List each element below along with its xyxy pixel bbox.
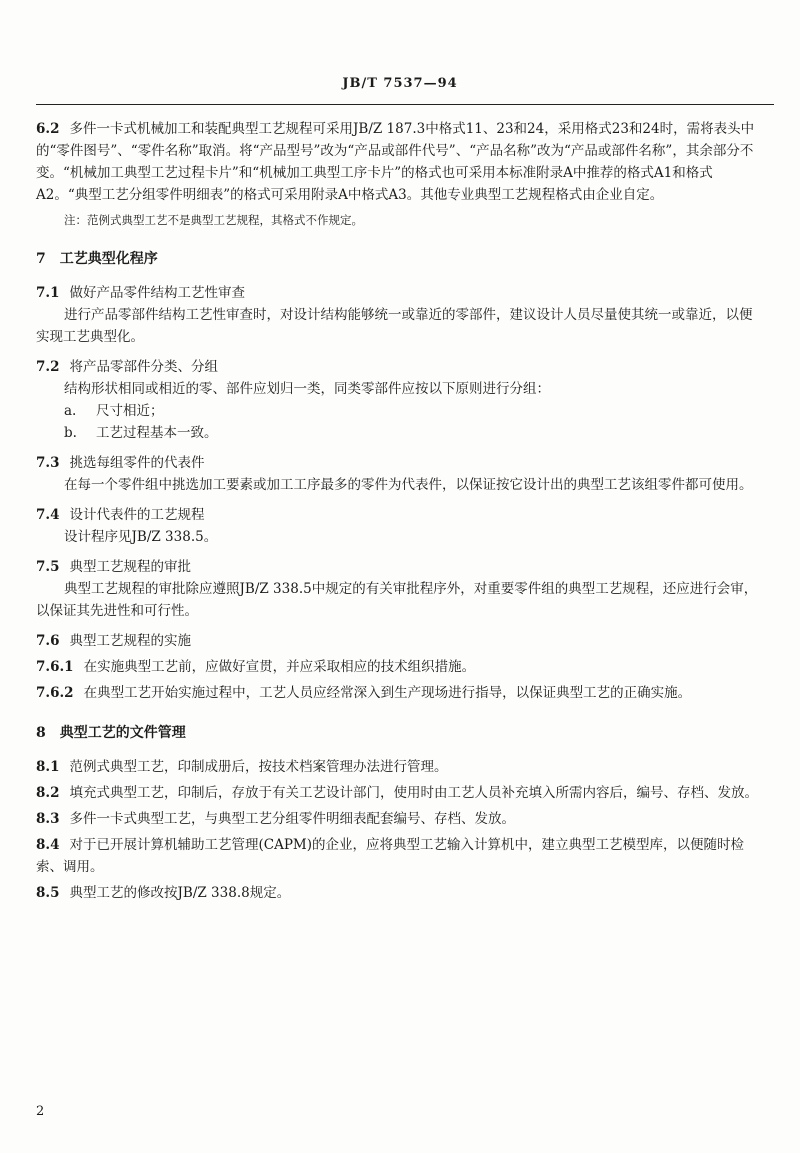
clause-text: 范例式典型工艺，印制成册后，按技术档案管理办法进行管理。	[69, 759, 448, 775]
clause-number: 8.5	[36, 885, 60, 901]
clause-7-4-heading	[36, 504, 760, 526]
list-text: 工艺过程基本一致。	[96, 425, 218, 441]
clause-7-2-body: 结构形状相同或相近的零、部件应划归一类，同类零部件应按以下原则进行分组：	[64, 381, 550, 397]
list-item-b	[36, 422, 760, 444]
clause-title: 设计代表件的工艺规程	[69, 507, 205, 523]
clause-text: 多件一卡式典型工艺，与典型工艺分组零件明细表配套编号、存档、发放。	[69, 811, 515, 827]
list-text: 尺寸相近；	[96, 403, 164, 419]
clause-7-6-heading	[36, 630, 760, 652]
clause-7-5-heading	[36, 556, 760, 578]
clause-7-4-body: 设计程序见JB/Z 338.5。	[64, 529, 218, 545]
clause-7-3-heading	[36, 452, 760, 474]
section-number: 7	[36, 251, 46, 267]
clause-7-3-body: 在每一个零件组中挑选加工要素或加工工序最多的零件为代表件，以保证按它设计出的典型工艺该组零件都可使用。	[64, 477, 753, 493]
clause-number: 7.5	[36, 559, 60, 575]
clause-7-2-heading	[36, 356, 760, 378]
clause-number: 8.1	[36, 759, 60, 775]
section-title: 典型工艺的文件管理	[59, 725, 186, 741]
clause-7-5-body: 典型工艺规程的审批除应遵照JB/Z 338.5中规定的有关审批程序外，对重要零件组的典型工艺规程，还应进行会审，以保证其先进性和可行性。	[36, 581, 758, 619]
section-7-heading	[36, 248, 760, 270]
list-marker: a.	[64, 403, 77, 419]
clause-number: 7.1	[36, 285, 60, 301]
document-body	[36, 118, 760, 904]
clause-number: 7.6.1	[36, 659, 74, 675]
clause-8-2	[36, 782, 760, 804]
standard-code-header: JB/T 7537—94	[342, 76, 458, 91]
section-title: 工艺典型化程序	[59, 251, 158, 267]
clause-7-6-1	[36, 656, 760, 678]
header-rule	[36, 104, 774, 105]
clause-number: 6.2	[36, 121, 60, 137]
clause-text: 在实施典型工艺前，应做好宣贯，并应采取相应的技术组织措施。	[83, 659, 476, 675]
clause-8-3	[36, 808, 760, 830]
clause-6-2	[36, 118, 760, 206]
section-8-heading	[36, 722, 760, 744]
clause-8-1	[36, 756, 760, 778]
clause-text: 在典型工艺开始实施过程中，工艺人员应经常深入到生产现场进行指导，以保证典型工艺的正确实施。	[83, 685, 692, 701]
list-item-a	[36, 400, 760, 422]
clause-7-1-heading	[36, 282, 760, 304]
clause-number: 7.3	[36, 455, 60, 471]
clause-text: 多件一卡式机械加工和装配典型工艺规程可采用JB/Z 187.3中格式11、23和24，采用格式23和24时，需将表头中的“零件图号”、“零件名称”取消。将“产品型号”改为“产品或部件代号”、“产品名称”改为“产品或部件名称”，其余部分不变。“机械加工典型工艺过程卡片”和“机械加工典型工序卡片”的格式也可采用本标准附录A中推荐的格式A1和格式A2。“典型工艺分组零件明细表”的格式可采用附录A中格式A3。其他专业典型工艺规程格式由企业自定。	[36, 121, 755, 203]
clause-number: 7.2	[36, 359, 60, 375]
clause-7-1-body: 进行产品零部件结构工艺性审查时，对设计结构能够统一或靠近的零部件，建议设计人员尽量使其统一或靠近，以便实现工艺典型化。	[36, 307, 753, 345]
clause-number: 7.6	[36, 633, 60, 649]
note: 注：范例式典型工艺不是典型工艺规程，其格式不作规定。	[64, 213, 363, 227]
section-number: 8	[36, 725, 46, 741]
clause-title: 典型工艺规程的审批	[69, 559, 191, 575]
clause-number: 8.4	[36, 837, 60, 853]
clause-8-5	[36, 882, 760, 904]
list-marker: b.	[64, 425, 77, 441]
clause-number: 7.4	[36, 507, 60, 523]
clause-text: 填充式典型工艺，印制后，存放于有关工艺设计部门，使用时由工艺人员补充填入所需内容后，编号、存档、发放。	[69, 785, 758, 801]
clause-title: 典型工艺规程的实施	[69, 633, 191, 649]
clause-text: 对于已开展计算机辅助工艺管理(CAPM)的企业，应将典型工艺输入计算机中，建立典型工艺模型库，以便随时检索、调用。	[36, 837, 745, 875]
clause-title: 做好产品零件结构工艺性审查	[69, 285, 245, 301]
clause-8-4	[36, 834, 760, 878]
clause-number: 7.6.2	[36, 685, 74, 701]
clause-text: 典型工艺的修改按JB/Z 338.8规定。	[69, 885, 291, 901]
clause-title: 将产品零部件分类、分组	[69, 359, 218, 375]
clause-title: 挑选每组零件的代表件	[69, 455, 205, 471]
page-number: 2	[36, 1104, 45, 1119]
clause-7-6-2	[36, 682, 760, 704]
clause-number: 8.3	[36, 811, 60, 827]
clause-number: 8.2	[36, 785, 60, 801]
